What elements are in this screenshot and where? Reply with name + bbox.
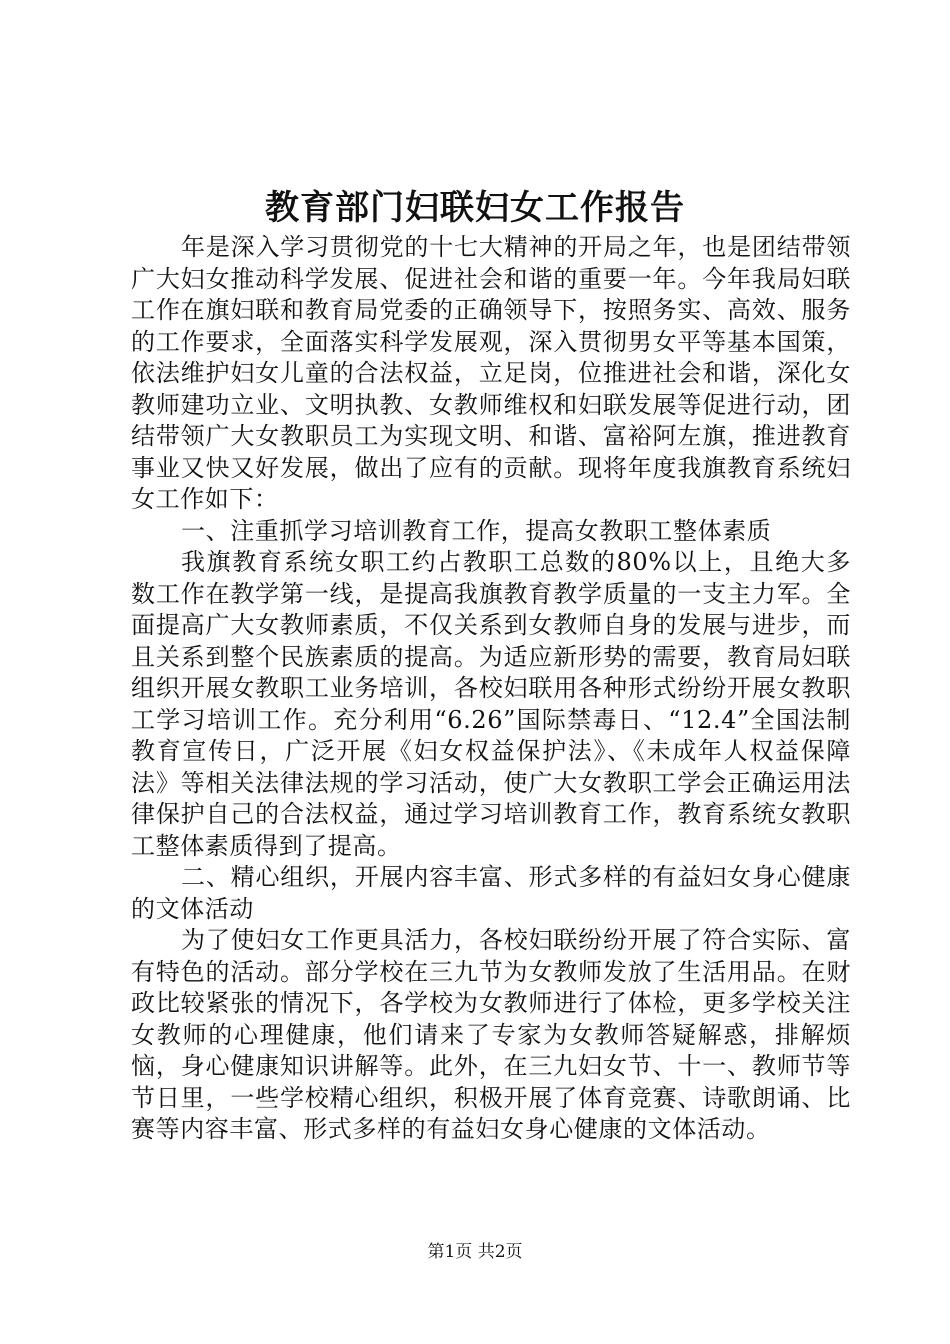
page-footer: 第1页 共2页 (427, 1242, 523, 1262)
paragraph-section-1: 我旗教育系统女职工约占教职工总数的80%以上，且绝大多数工作在教学第一线，是提高我旗教育教学质量的一支主力军。全面提高广大女教师素质，不仅关系到女教师自身的发展与进步，而且关系到整个民族素质的提高。为适应新形势的需要，教育局妇联组织开展女教职工业务培训，各校妇联用各种形式纷纷开展女教职工学习培训工作。充分利用“6.26”国际禁毒日、“12.4”全国法制教育宣传日，广泛开展《妇女权益保护法》、《未成年人权益保障法》等相关法律法规的学习活动，使广大女教职工学会正确运用法律保护自己的合法权益，通过学习培训教育工作，教育系统女教职工整体素质得到了提高。 (131, 548, 851, 860)
section-heading-1: 一、注重抓学习培训教育工作，提高女教职工整体素质 (181, 516, 772, 545)
section-heading-2: 二、精心组织，开展内容丰富、形式多样的有益妇女身心健康的文体活动 (131, 863, 851, 923)
paragraph-intro: 年是深入学习贯彻党的十七大精神的开局之年，也是团结带领广大妇女推动科学发展、促进社会和谐的重要一年。今年我局妇联工作在旗妇联和教育局党委的正确领导下，按照务实、高效、服务的工作要求，全面落实科学发展观，深入贯彻男女平等基本国策，依法维护妇女儿童的合法权益，立足岗，位推进社会和谐，深化女教师建功立业、文明执教、女教师维权和妇联发展等促进行动，团结带领广大女教职员工为实现文明、和谐、富裕阿左旗，推进教育事业又快又好发展，做出了应有的贡献。现将年度我旗教育系统妇女工作如下： (131, 233, 851, 513)
paragraph-section-2: 为了使妇女工作更具活力，各校妇联纷纷开展了符合实际、富有特色的活动。部分学校在三九节为女教师发放了生活用品。在财政比较紧张的情况下，各学校为女教师进行了体检，更多学校关注女教师的心理健康，他们请来了专家为女教师答疑解惑，排解烦恼，身心健康知识讲解等。此外，在三九妇女节、十一、教师节等节日里，一些学校精心组织，积极开展了体育竞赛、诗歌朗诵、比赛等内容丰富、形式多样的有益妇女身心健康的文体活动。 (131, 926, 851, 1143)
document-body (131, 232, 851, 1146)
document-title: 教育部门妇联妇女工作报告 (265, 188, 685, 228)
